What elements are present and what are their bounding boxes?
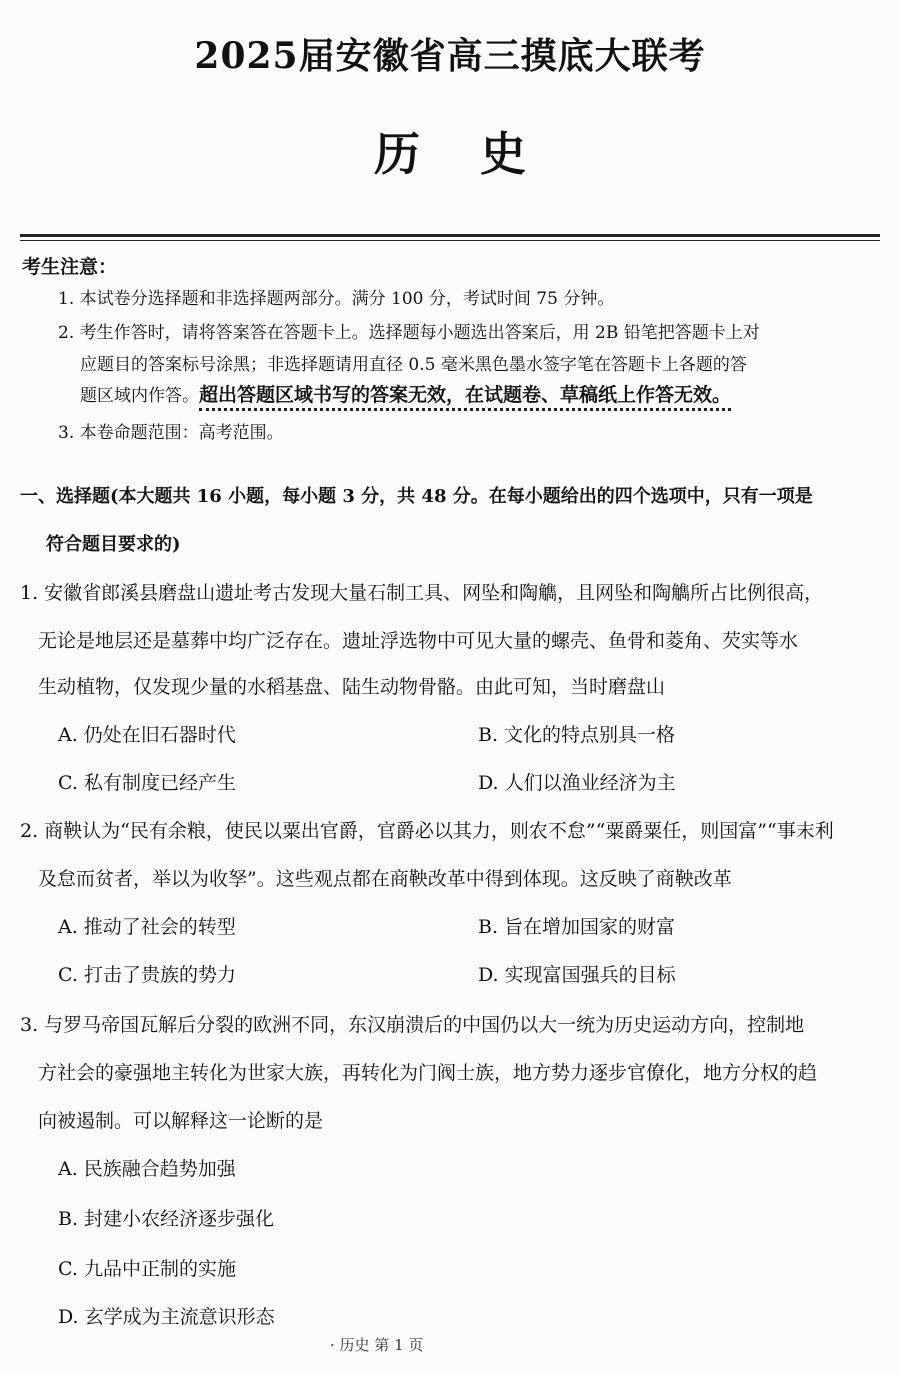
question-1-option-a: A. 仍处在旧石器时代: [58, 724, 236, 746]
header-rule-thin: [20, 240, 880, 241]
notice-heading: 考生注意：: [22, 256, 118, 278]
header-rule-thick: [20, 234, 880, 237]
question-3-line-1: 3. 与罗马帝国瓦解后分裂的欧洲不同，东汉崩溃后的中国仍以大一统为历史运动方向，控制地: [20, 1014, 805, 1036]
notice-item-2-line-2: 应题目的答案标号涂黑；非选择题请用直径 0.5 毫米黑色墨水签字笔在答题卡上各题的答: [80, 355, 747, 375]
question-1-option-c: C. 私有制度已经产生: [58, 772, 236, 794]
notice-item-2-line-3: [80, 380, 731, 407]
question-1-line-1: 1. 安徽省郎溪县磨盘山遗址考古发现大量石制工具、网坠和陶觹，且网坠和陶觹所占比例很高，: [20, 582, 824, 604]
notice-item-2-line-1: 2. 考生作答时，请将答案答在答题卡上。选择题每小题选出答案后，用 2B 铅笔把答题卡上对: [58, 323, 760, 343]
question-2-line-2: 及怠而贫者，举以为收孥”。这些观点都在商鞅改革中得到体现。这反映了商鞅改革: [38, 868, 732, 890]
question-1-line-2: 无论是地层还是墓葬中均广泛存在。遗址浮选物中可见大量的螺壳、鱼骨和菱角、芡实等水: [38, 630, 799, 652]
question-3-option-b: B. 封建小农经济逐步强化: [58, 1208, 275, 1230]
question-3-line-2: 方社会的豪强地主转化为世家大族，再转化为门阀士族，地方势力逐步官僚化，地方分权的趋: [38, 1062, 818, 1084]
question-2-option-b: B. 旨在增加国家的财富: [478, 916, 676, 938]
question-1-option-d: D. 人们以渔业经济为主: [478, 772, 676, 794]
question-2-line-1: 2. 商鞅认为“民有余粮，使民以粟出官爵，官爵必以其力，则农不怠”“粟爵粟任，则国富”“事末利: [20, 820, 834, 842]
exam-title: 2025届安徽省高三摸底大联考: [194, 35, 706, 77]
section-heading-line-2: 符合题目要求的): [46, 534, 181, 555]
question-2-option-c: C. 打击了贵族的势力: [58, 964, 236, 986]
question-3-option-a: A. 民族融合趋势加强: [58, 1158, 236, 1180]
notice-item-2-line-3-plain: 题区域内作答。: [80, 386, 199, 406]
section-heading-line-1: 一、选择题(本大题共 16 小题，每小题 3 分，共 48 分。在每小题给出的四个选项中，只有一项是: [20, 486, 813, 507]
question-3-option-c: C. 九品中正制的实施: [58, 1258, 236, 1280]
notice-emphasis: 超出答题区域书写的答案无效，在试题卷、草稿纸上作答无效。: [199, 384, 731, 411]
subject-title: 历史: [374, 127, 586, 181]
question-3-option-d: D. 玄学成为主流意识形态: [58, 1306, 275, 1328]
question-3-line-3: 向被遏制。可以解释这一论断的是: [38, 1110, 324, 1132]
question-1-option-b: B. 文化的特点别具一格: [478, 724, 676, 746]
notice-item-1: 1. 本试卷分选择题和非选择题两部分。满分 100 分，考试时间 75 分钟。: [58, 289, 615, 309]
page-footer: · 历史 第 1 页: [330, 1336, 424, 1354]
question-2-option-a: A. 推动了社会的转型: [58, 916, 236, 938]
question-2-option-d: D. 实现富国强兵的目标: [478, 964, 676, 986]
notice-item-3: 3. 本卷命题范围：高考范围。: [58, 423, 284, 443]
question-1-line-3: 生动植物，仅发现少量的水稻基盘、陆生动物骨骼。由此可知，当时磨盘山: [38, 676, 666, 698]
